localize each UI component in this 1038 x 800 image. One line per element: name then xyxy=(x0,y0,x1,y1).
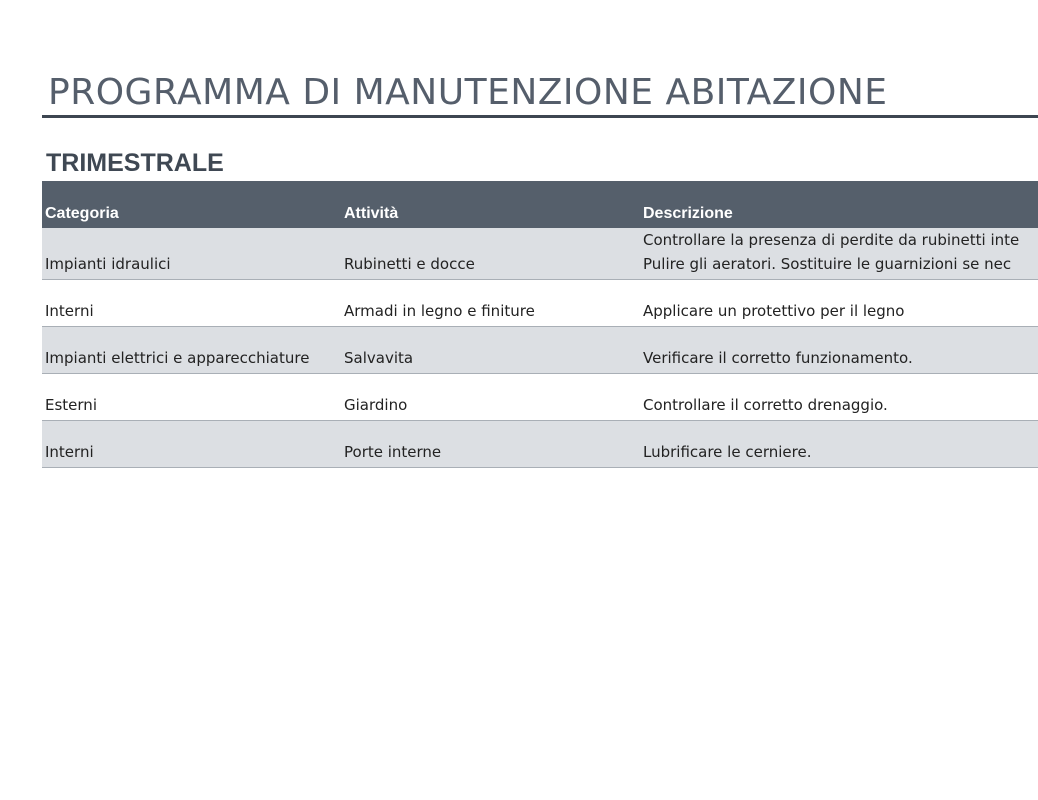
cell-category[interactable]: Interni xyxy=(45,443,94,461)
cell-description[interactable] xyxy=(640,421,1038,468)
column-header-descrizione[interactable]: Descrizione xyxy=(643,205,733,222)
cell-description[interactable] xyxy=(640,280,1038,327)
description-line: Controllare il corretto drenaggio. xyxy=(643,396,888,414)
cell-description[interactable] xyxy=(640,374,1038,421)
table-row[interactable] xyxy=(42,228,1038,280)
cell-activity[interactable]: Porte interne xyxy=(344,443,442,461)
cell-category[interactable]: Esterni xyxy=(45,396,97,414)
cell-category[interactable]: Interni xyxy=(45,302,94,320)
cell-activity[interactable]: Armadi in legno e finiture xyxy=(344,302,535,320)
table-row[interactable] xyxy=(42,374,1038,421)
cell-activity[interactable]: Salvavita xyxy=(344,349,414,367)
table-header-row xyxy=(42,181,1038,228)
table-row[interactable] xyxy=(42,327,1038,374)
cell-activity[interactable]: Giardino xyxy=(344,396,408,414)
cell-category[interactable]: Impianti elettrici e apparecchiature xyxy=(45,349,310,367)
description-line: Verificare il corretto funzionamento. xyxy=(643,349,913,367)
column-header-categoria[interactable]: Categoria xyxy=(45,205,119,222)
cell-description[interactable] xyxy=(640,327,1038,374)
cell-activity[interactable]: Rubinetti e docce xyxy=(344,255,475,273)
description-line: Pulire gli aeratori. Sostituire le guarnizioni se nec xyxy=(643,255,1012,273)
description-line: Applicare un protettivo per il legno xyxy=(643,302,905,320)
table-row[interactable] xyxy=(42,280,1038,327)
title-divider xyxy=(42,115,1038,118)
section-title: TRIMESTRALE xyxy=(46,149,224,177)
cell-description[interactable] xyxy=(640,228,1038,280)
page-title: PROGRAMMA DI MANUTENZIONE ABITAZIONE xyxy=(48,72,888,113)
description-line: Lubrificare le cerniere. xyxy=(643,443,812,461)
table-row[interactable] xyxy=(42,421,1038,468)
maintenance-table-container xyxy=(42,181,1038,468)
maintenance-table xyxy=(42,181,1038,468)
cell-category[interactable]: Impianti idraulici xyxy=(45,255,171,273)
description-line: Controllare la presenza di perdite da rubinetti inte xyxy=(643,231,1020,249)
column-header-attivita[interactable]: Attività xyxy=(344,205,399,222)
